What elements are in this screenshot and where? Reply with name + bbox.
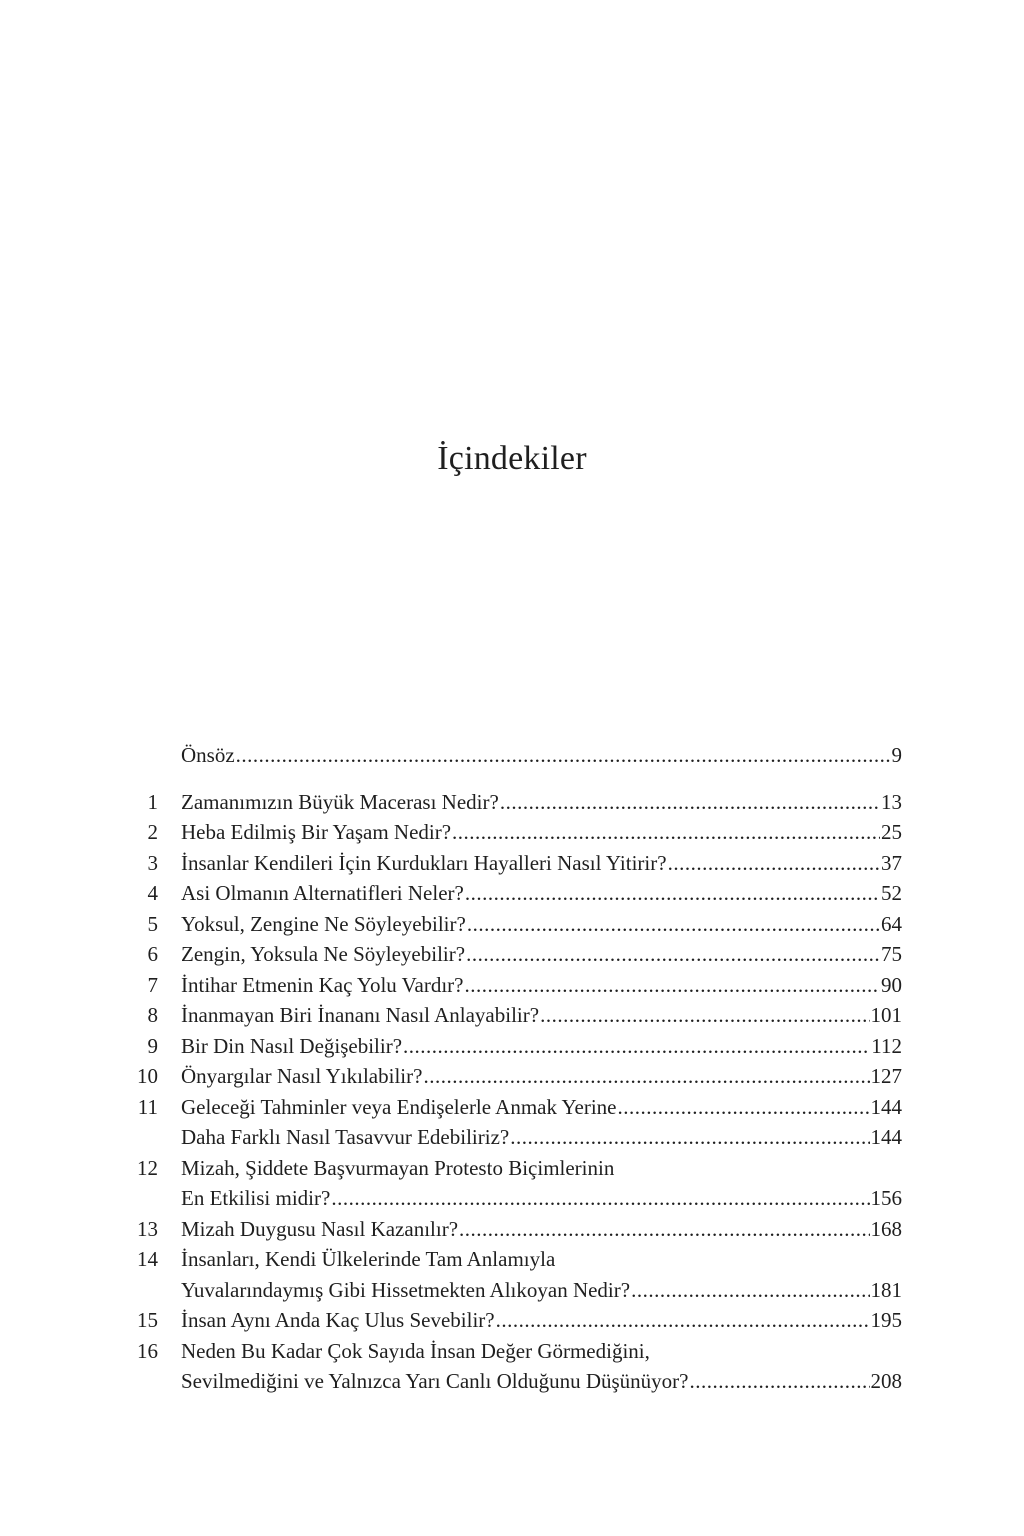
toc-line xyxy=(120,1092,902,1123)
toc-line xyxy=(120,817,902,848)
toc-line xyxy=(120,1214,902,1245)
page-number: 37 xyxy=(881,850,902,875)
toc-entry xyxy=(120,1061,902,1092)
chapter-title: Zamanımızın Büyük Macerası Nedir? xyxy=(181,789,499,814)
chapter-title: Zengin, Yoksula Ne Söyleyebilir? xyxy=(181,942,466,966)
chapter-title: Yoksul, Zengine Ne Söyleyebilir? xyxy=(181,911,466,936)
dot-leader xyxy=(668,848,880,879)
toc-entry xyxy=(120,1336,902,1397)
toc-entry xyxy=(120,1092,902,1123)
chapter-title: Neden Bu Kadar Çok Sayıda İnsan Değer Görmediğini, xyxy=(181,1338,650,1363)
chapter-title: Asi Olmanın Alternatifleri Neler? xyxy=(181,881,464,905)
dot-leader xyxy=(631,1275,869,1306)
toc-entry xyxy=(120,848,902,879)
dot-leader xyxy=(500,787,880,818)
chapter-number: 2 xyxy=(147,820,158,844)
dot-leader xyxy=(452,817,880,848)
dot-leader xyxy=(423,1061,869,1092)
chapter-number: 8 xyxy=(147,1003,158,1027)
toc-line xyxy=(120,1183,902,1214)
dot-leader xyxy=(467,909,880,940)
chapter-title: Heba Edilmiş Bir Yaşam Nedir? xyxy=(181,820,452,844)
toc-line xyxy=(120,878,902,909)
toc-line xyxy=(120,909,902,940)
toc-entry xyxy=(120,878,902,909)
toc-entry xyxy=(120,909,902,940)
page-number: 208 xyxy=(870,1369,902,1393)
page-number: 127 xyxy=(870,1064,902,1088)
dot-leader xyxy=(464,970,880,1001)
chapter-title: İnanmayan Biri İnananı Nasıl Anlayabilir? xyxy=(181,1003,540,1027)
chapter-number: 10 xyxy=(137,1064,158,1088)
page-number: 181 xyxy=(870,1277,902,1302)
toc-entry xyxy=(120,1122,902,1153)
chapter-number: 7 xyxy=(147,972,158,997)
chapter-number: 16 xyxy=(137,1338,158,1363)
dot-leader xyxy=(236,740,891,771)
page-number: 25 xyxy=(881,820,902,844)
toc-line xyxy=(120,1031,902,1062)
chapter-title: İnsan Aynı Anda Kaç Ulus Sevebilir? xyxy=(181,1308,495,1332)
dot-leader xyxy=(331,1183,869,1214)
chapter-number: 5 xyxy=(147,911,158,936)
page-number: 90 xyxy=(881,972,902,997)
chapter-number: 12 xyxy=(137,1155,158,1180)
toc-entry xyxy=(120,1244,902,1305)
toc-line xyxy=(120,740,902,771)
toc-line xyxy=(120,1061,902,1092)
chapter-number: 14 xyxy=(137,1247,158,1271)
toc-entry xyxy=(120,740,902,771)
chapter-title: İntihar Etmenin Kaç Yolu Vardır? xyxy=(181,972,464,997)
chapter-title: Mizah, Şiddete Başvurmayan Protesto Biçimlerinin xyxy=(181,1155,615,1180)
toc-entry xyxy=(120,787,902,818)
toc-entry xyxy=(120,817,902,848)
page-number: 195 xyxy=(870,1308,902,1332)
dot-leader xyxy=(403,1031,870,1062)
toc-entry xyxy=(120,1214,902,1245)
page-number: 101 xyxy=(870,1003,902,1027)
chapter-title: Önyargılar Nasıl Yıkılabilir? xyxy=(181,1064,423,1088)
dot-leader xyxy=(510,1122,869,1153)
chapter-number: 1 xyxy=(147,789,158,814)
page-number: 75 xyxy=(881,942,902,966)
toc-entry xyxy=(120,1000,902,1031)
page-number: 9 xyxy=(891,743,902,767)
chapter-number: 6 xyxy=(147,942,158,966)
chapter-title: En Etkilisi midir? xyxy=(181,1186,331,1210)
toc-entry xyxy=(120,1031,902,1062)
page-number: 144 xyxy=(870,1125,902,1149)
page-number: 144 xyxy=(870,1094,902,1119)
toc-line xyxy=(120,848,902,879)
dot-leader xyxy=(466,939,880,970)
toc-line xyxy=(120,1000,902,1031)
chapter-number: 11 xyxy=(137,1094,158,1119)
dot-leader xyxy=(465,878,880,909)
page-number: 112 xyxy=(871,1033,902,1058)
dot-leader xyxy=(459,1214,869,1245)
page-number: 156 xyxy=(870,1186,902,1210)
toc-line xyxy=(120,970,902,1001)
chapter-number: 15 xyxy=(137,1308,158,1332)
chapter-title: İnsanları, Kendi Ülkelerinde Tam Anlamıyla xyxy=(181,1247,556,1271)
chapter-title: Bir Din Nasıl Değişebilir? xyxy=(181,1033,403,1058)
toc-entry xyxy=(120,939,902,970)
toc-entry xyxy=(120,970,902,1001)
toc-line xyxy=(120,787,902,818)
page-title: İçindekiler xyxy=(437,440,587,477)
chapter-number: 13 xyxy=(137,1216,158,1241)
toc-entry xyxy=(120,1153,902,1214)
toc-entry xyxy=(120,1305,902,1336)
chapter-title: Sevilmediğini ve Yalnızca Yarı Canlı Olduğunu Düşünüyor? xyxy=(181,1369,689,1393)
toc-line xyxy=(120,1336,902,1367)
chapter-title: İnsanlar Kendileri İçin Kurdukları Hayalleri Nasıl Yitirir? xyxy=(181,850,667,875)
toc-line xyxy=(120,1275,902,1306)
toc-line xyxy=(120,1366,902,1397)
page-number: 168 xyxy=(870,1216,902,1241)
chapter-number: 9 xyxy=(147,1033,158,1058)
page-number: 52 xyxy=(881,881,902,905)
toc-line xyxy=(120,1122,902,1153)
toc-line xyxy=(120,939,902,970)
chapter-title: Yuvalarındaymış Gibi Hissetmekten Alıkoyan Nedir? xyxy=(181,1277,631,1302)
chapter-title: Daha Farklı Nasıl Tasavvur Edebiliriz? xyxy=(181,1125,510,1149)
dot-leader xyxy=(540,1000,869,1031)
dot-leader xyxy=(496,1305,870,1336)
page-number: 64 xyxy=(881,911,902,936)
chapter-title: Önsöz xyxy=(181,743,235,767)
table-of-contents xyxy=(120,740,902,1397)
chapter-number: 4 xyxy=(147,881,158,905)
dot-leader xyxy=(689,1366,869,1397)
toc-line xyxy=(120,1244,902,1275)
chapter-number: 3 xyxy=(147,850,158,875)
chapter-title: Geleceği Tahminler veya Endişelerle Anmak Yerine xyxy=(181,1094,617,1119)
toc-line xyxy=(120,1305,902,1336)
dot-leader xyxy=(618,1092,870,1123)
chapter-title: Mizah Duygusu Nasıl Kazanılır? xyxy=(181,1216,459,1241)
toc-line xyxy=(120,1153,902,1184)
page-number: 13 xyxy=(881,789,902,814)
